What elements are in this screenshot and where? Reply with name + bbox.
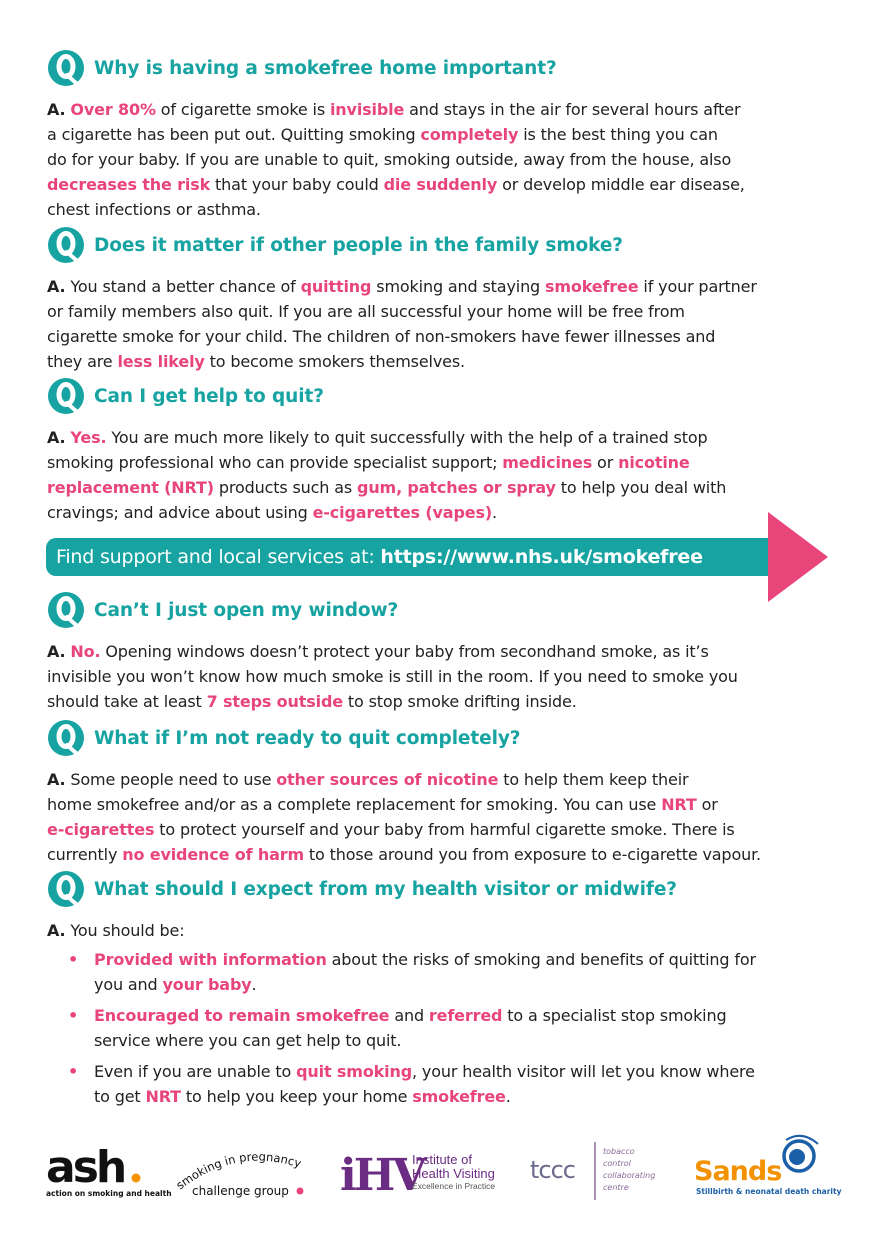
highlighted-text: die suddenly [383, 175, 498, 194]
tccc-line: centre [603, 1183, 629, 1192]
question-heading [46, 869, 855, 909]
highlighted-text: NRT [145, 1087, 181, 1106]
highlighted-text: no evidence of harm [122, 845, 304, 864]
question-heading [46, 376, 855, 416]
qa-block [46, 376, 855, 525]
question-title: Can’t I just open my window? [94, 599, 399, 621]
answer-text: A. You stand a better chance of quitting smoking and staying smokefree if your partner or family members also quit. If you are all successful your home will be free from cigarette smoke for your child. The children of non-smokers have fewer illnesses and they are less likely to become smokers themselves. [47, 277, 757, 371]
highlighted-text: quitting [300, 277, 372, 296]
qa-block [46, 225, 855, 374]
highlighted-text: decreases the risk [47, 175, 211, 194]
answer-text: A. You should be: [47, 921, 185, 940]
ihv-wordmark: iHV [340, 1150, 424, 1201]
tccc-line: control [603, 1159, 631, 1168]
highlighted-text: other sources of nicotine [276, 770, 499, 789]
question-title: Does it matter if other people in the family smoke? [94, 234, 623, 256]
question-title: What if I’m not ready to quit completely? [94, 727, 521, 749]
tccc-wordmark: tccc [530, 1156, 575, 1184]
answer-prefix: A. [47, 100, 66, 119]
sands-tagline: Stillbirth & neonatal death charity [696, 1187, 842, 1196]
spcg-line1: smoking in pregnancy [173, 1149, 303, 1193]
answer-text: A. No. Opening windows doesn’t protect your baby from secondhand smoke, as it’s invisible you won’t know how much smoke is still in the room. If you need to smoke you should take at least 7 steps outside to stop smoke drifting inside. [47, 642, 738, 711]
answer-prefix: A. [47, 277, 66, 296]
answer-text: A. Over 80% of cigarette smoke is invisible and stays in the air for several hours after a cigarette has been put out. Quitting smoking completely is the best thing you can do for your baby. If you are unable to quit, smoking outside, away from the house, also decreases the risk that your baby could die suddenly or develop middle ear disease, chest infections or asthma. [47, 100, 745, 219]
highlighted-text: completely [420, 125, 519, 144]
ihv-logo [340, 1142, 500, 1201]
smokefree-link[interactable]: https://www.nhs.uk/smokefree [380, 546, 703, 568]
highlighted-text: your baby [162, 975, 252, 994]
highlighted-text: e-cigarettes [47, 820, 155, 839]
tccc-line: tobacco [603, 1147, 635, 1156]
highlighted-text: referred [428, 1006, 503, 1025]
expectations-list [46, 947, 855, 1109]
qa-block [46, 48, 855, 222]
qa-block [46, 590, 855, 714]
list-item-text: Encouraged to remain smokefree and referred to a specialist stop smoking service where you can get help to quit. [94, 1006, 727, 1050]
answer-prefix: A. [47, 921, 66, 940]
bullet-icon: • [68, 1062, 79, 1081]
ash-wordmark: ash [46, 1142, 125, 1193]
bullet-icon: • [68, 1006, 79, 1025]
list-item [46, 947, 855, 997]
sands-logo [694, 1134, 842, 1200]
ash-logo [46, 1142, 172, 1200]
question-icon [46, 590, 86, 630]
question-icon [46, 869, 86, 909]
highlighted-text: 7 steps outside [206, 692, 343, 711]
ihv-line3: Excellence in Practice [412, 1181, 496, 1191]
answer-prefix: A. [47, 428, 66, 447]
highlighted-text: smokefree [545, 277, 639, 296]
highlighted-text: e-cigarettes (vapes) [312, 503, 492, 522]
question-heading [46, 718, 855, 758]
highlighted-text: nicotine [618, 453, 690, 472]
list-item [46, 1059, 855, 1109]
list-item [46, 1003, 855, 1053]
highlighted-text: smokefree [412, 1087, 506, 1106]
answer-text: A. Some people need to use other sources of nicotine to help them keep their home smokefree and/or as a complete replacement for smoking. You can use NRT or e-cigarettes to protect yourself and your baby from harmful cigarette smoke. There is currently no evidence of harm to those around you from exposure to e-cigarette vapour. [47, 770, 761, 864]
partner-logos [0, 1130, 875, 1220]
support-banner [46, 512, 828, 602]
highlighted-text: Over 80% [70, 100, 156, 119]
question-heading [46, 590, 855, 630]
ihv-line1: Institute of [412, 1152, 472, 1167]
banner-text [56, 538, 703, 576]
question-heading [46, 225, 855, 265]
highlighted-text: NRT [661, 795, 697, 814]
bullet-icon: • [68, 950, 79, 969]
banner-label: Find support and local services at: [56, 546, 381, 568]
highlighted-text: replacement (NRT) [47, 478, 214, 497]
question-title: Can I get help to quit? [94, 385, 324, 407]
highlighted-text: less likely [117, 352, 205, 371]
answer-prefix: A. [47, 642, 66, 661]
question-title: Why is having a smokefree home important? [94, 57, 557, 79]
question-icon [46, 48, 86, 88]
qa-block [46, 869, 855, 1115]
question-icon [46, 718, 86, 758]
answer-text: A. Yes. You are much more likely to quit successfully with the help of a trained stop smoking professional who can provide specialist support; medicines or nicotine replacement (NRT) products such as gum, patches or spray to help you deal with cravings; and advice about using e-cigarettes (vapes). [47, 428, 727, 522]
question-icon [46, 225, 86, 265]
ihv-line2: Health Visiting [412, 1166, 495, 1181]
question-title: What should I expect from my health visitor or midwife? [94, 878, 677, 900]
highlighted-text: quit smoking [296, 1062, 413, 1081]
spcg-line2: challenge group [192, 1184, 289, 1198]
ash-tagline: action on smoking and health [46, 1189, 172, 1198]
sands-wordmark: Sands [694, 1156, 782, 1187]
spcg-logo [172, 1146, 312, 1202]
answer-prefix: A. [47, 770, 66, 789]
qa-block [46, 718, 855, 867]
highlighted-text: Encouraged to remain smokefree [94, 1006, 390, 1025]
question-heading [46, 48, 855, 88]
highlighted-text: medicines [502, 453, 593, 472]
highlighted-text: invisible [329, 100, 405, 119]
list-item-text: Even if you are unable to quit smoking, your health visitor will let you know where to get NRT to help you keep your home smokefree. [94, 1062, 755, 1106]
tccc-line: collaborating [603, 1171, 656, 1180]
arrow-right-icon [768, 512, 828, 602]
highlighted-text: gum, patches or spray [357, 478, 556, 497]
list-item-text: Provided with information about the risks of smoking and benefits of quitting for you and your baby. [94, 950, 756, 994]
highlighted-text: No. [70, 642, 101, 661]
highlighted-text: Yes. [70, 428, 107, 447]
question-icon [46, 376, 86, 416]
highlighted-text: Provided with information [94, 950, 327, 969]
tccc-logo [530, 1138, 660, 1204]
